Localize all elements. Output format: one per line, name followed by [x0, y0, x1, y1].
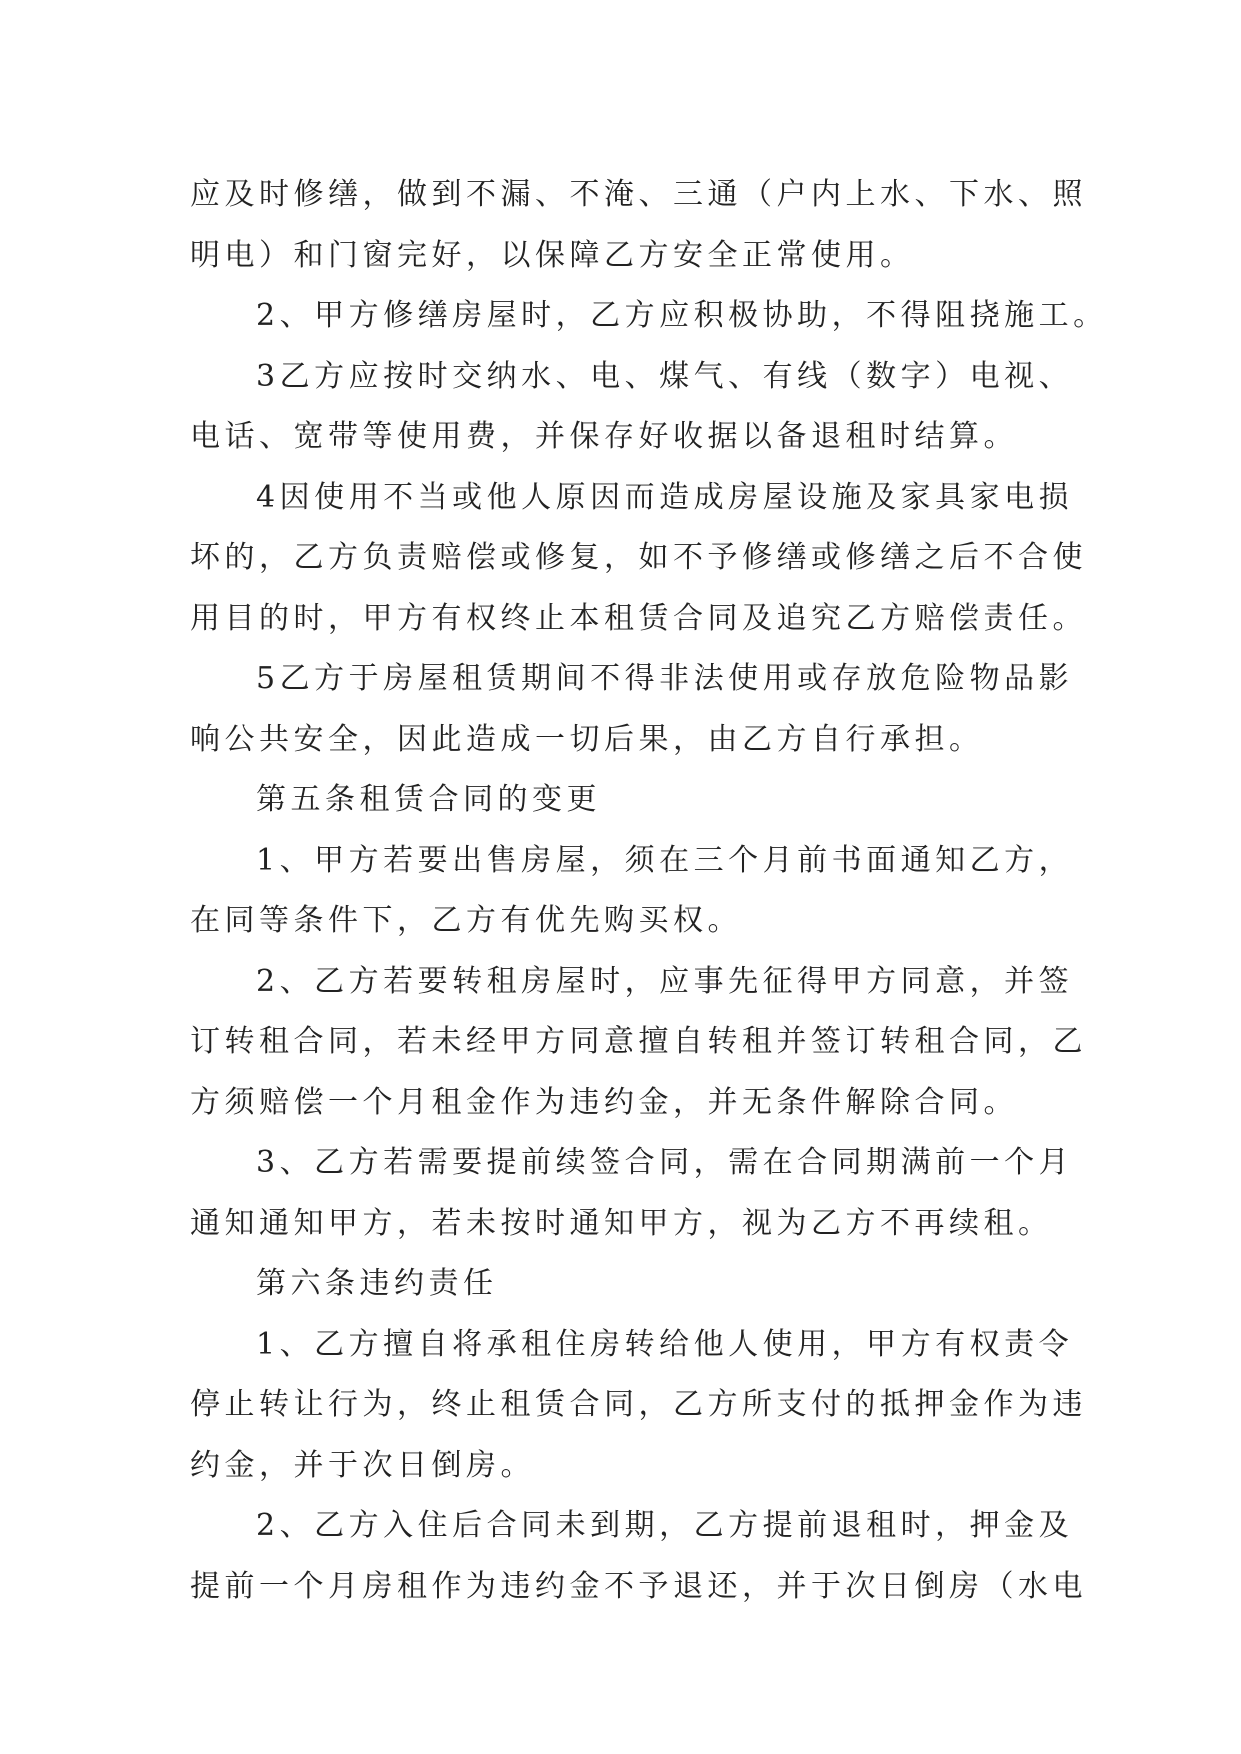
text-line: 1、甲方若要出售房屋，须在三个月前书面通知乙方，	[256, 842, 1074, 878]
text-line: 响公共安全，因此造成一切后果，由乙方自行承担。	[190, 721, 984, 757]
text-line: 3乙方应按时交纳水、电、煤气、有线（数字）电视、	[256, 358, 1074, 394]
text-line: 2、乙方若要转租房屋时，应事先征得甲方同意，并签	[256, 963, 1074, 999]
text-line: 订转租合同，若未经甲方同意擅自转租并签订转租合同，乙	[190, 1024, 1087, 1059]
text-line: 用目的时，甲方有权终止本租赁合同及追究乙方赔偿责任。	[190, 600, 1087, 636]
text-line: 方须赔偿一个月租金作为违约金，并无条件解除合同。	[190, 1084, 1018, 1120]
text-line: 3、乙方若需要提前续签合同，需在合同期满前一个月	[256, 1145, 1074, 1180]
text-line: 坏的，乙方负责赔偿或修复，如不予修缮或修缮之后不合使	[190, 540, 1087, 575]
text-line: 2、乙方入住后合同未到期，乙方提前退租时，押金及	[256, 1508, 1074, 1543]
text-line: 应及时修缮，做到不漏、不淹、三通（户内上水、下水、照	[190, 177, 1087, 212]
text-line: 2、甲方修缮房屋时，乙方应积极协助，不得阻挠施工。	[256, 298, 1108, 333]
section-heading: 第六条违约责任	[256, 1266, 498, 1301]
text-line: 通知通知甲方，若未按时通知甲方，视为乙方不再续租。	[190, 1205, 1053, 1241]
text-line: 4因使用不当或他人原因而造成房屋设施及家具家电损	[256, 479, 1074, 515]
text-line: 5乙方于房屋租赁期间不得非法使用或存放危险物品影	[256, 661, 1074, 696]
text-line: 电话、宽带等使用费，并保存好收据以备退租时结算。	[190, 419, 1018, 454]
text-line: 1、乙方擅自将承租住房转给他人使用，甲方有权责令	[256, 1326, 1074, 1362]
text-line: 约金，并于次日倒房。	[190, 1447, 535, 1483]
text-line: 提前一个月房租作为违约金不予退还，并于次日倒房（水电	[190, 1568, 1087, 1604]
document-body	[190, 165, 1108, 1617]
text-line: 在同等条件下，乙方有优先购买权。	[190, 903, 742, 938]
text-line: 明电）和门窗完好，以保障乙方安全正常使用。	[190, 237, 915, 273]
section-heading: 第五条租赁合同的变更	[256, 782, 601, 817]
text-line: 停止转让行为，终止租赁合同，乙方所支付的抵押金作为违	[190, 1387, 1087, 1422]
